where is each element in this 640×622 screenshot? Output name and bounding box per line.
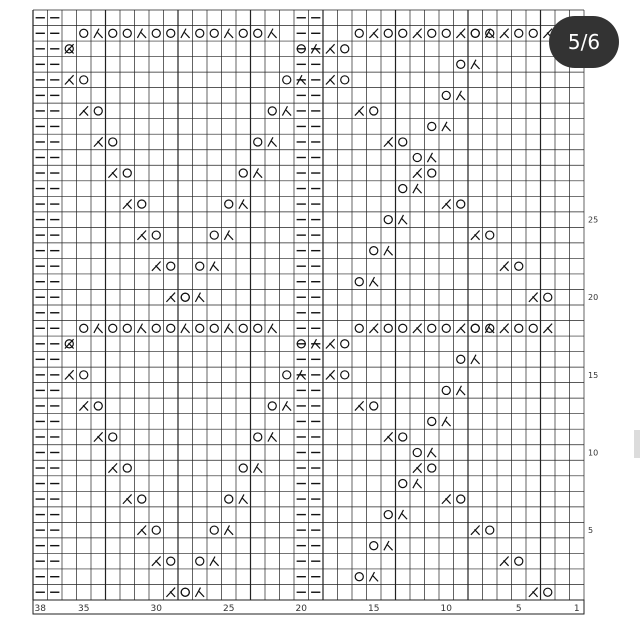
yarn-over-symbol (268, 402, 276, 410)
yarn-over-symbol (167, 557, 175, 565)
bottom-column-number: 35 (78, 604, 90, 614)
ssk-symbol (471, 230, 480, 239)
yarn-over-symbol (457, 355, 465, 363)
yarn-over-symbol (384, 324, 392, 332)
yarn-over-symbol (428, 122, 436, 130)
yarn-over-symbol (283, 371, 291, 379)
yarn-over-symbol (529, 29, 537, 37)
ssk-symbol (326, 370, 335, 379)
yarn-over-symbol (210, 324, 218, 332)
ssk-symbol (369, 324, 378, 333)
right-row-number: 25 (588, 215, 599, 225)
yarn-over-symbol (515, 29, 523, 37)
k2tog-symbol (442, 417, 451, 426)
ssk-symbol (413, 29, 422, 38)
scroll-hint[interactable] (634, 430, 640, 458)
yarn-over-symbol (486, 231, 494, 239)
yarn-over-symbol (486, 526, 494, 534)
k2tog-symbol (195, 588, 204, 597)
yarn-over-symbol (457, 200, 465, 208)
ssk-symbol (326, 44, 335, 53)
ssk-symbol (94, 137, 103, 146)
yarn-over-symbol (109, 29, 117, 37)
bottom-column-number: 1 (573, 604, 580, 614)
k2tog-symbol (253, 168, 262, 177)
yarn-over-symbol (239, 29, 247, 37)
yarn-over-symbol (196, 557, 204, 565)
yarn-over-symbol (515, 262, 523, 270)
yarn-over-symbol (370, 542, 378, 550)
yarn-over-symbol (515, 324, 523, 332)
yarn-over-symbol (80, 76, 88, 84)
yarn-over-symbol (341, 76, 349, 84)
yarn-over-symbol (341, 45, 349, 53)
ssk-symbol (413, 463, 422, 472)
right-row-number: 20 (588, 293, 599, 303)
yarn-over-symbol (355, 324, 363, 332)
yarn-over-symbol (152, 526, 160, 534)
yarn-over-symbol (239, 324, 247, 332)
yarn-over-symbol (167, 29, 175, 37)
yarn-over-symbol (442, 324, 450, 332)
yarn-over-symbol (544, 293, 552, 301)
yarn-over-symbol (109, 433, 117, 441)
k2tog-symbol (224, 324, 233, 333)
yarn-over-symbol (152, 29, 160, 37)
right-row-number: 10 (588, 448, 599, 458)
ssk-symbol (79, 106, 88, 115)
yarn-over-symbol (123, 464, 131, 472)
yarn-over-symbol (239, 169, 247, 177)
yarn-over-symbol (80, 371, 88, 379)
number-strip (33, 600, 584, 614)
yarn-over-symbol (399, 324, 407, 332)
k2tog-symbol (369, 572, 378, 581)
ssk-symbol (79, 401, 88, 410)
k2tog-symbol (268, 137, 277, 146)
yarn-over-symbol (80, 324, 88, 332)
k2tog-symbol (398, 510, 407, 519)
bottom-column-number: 38 (34, 604, 46, 614)
yarn-over-symbol (123, 29, 131, 37)
ssk-symbol (413, 168, 422, 177)
ssk-symbol (94, 432, 103, 441)
yarn-over-symbol (428, 169, 436, 177)
k2tog-symbol (398, 215, 407, 224)
yarn-over-symbol (225, 495, 233, 503)
ssk-symbol (413, 324, 422, 333)
yarn-over-symbol (167, 324, 175, 332)
bottom-column-number: 15 (368, 604, 380, 614)
ssk-symbol (500, 29, 509, 38)
k2tog-symbol (456, 91, 465, 100)
k2tog-symbol (427, 448, 436, 457)
ssk-symbol (529, 293, 538, 302)
ssk-symbol (355, 106, 364, 115)
ssk-symbol (137, 230, 146, 239)
ssk-symbol (123, 494, 132, 503)
yarn-over-symbol (529, 324, 537, 332)
yarn-over-symbol (413, 153, 421, 161)
yarn-over-symbol (399, 138, 407, 146)
ssk-symbol (456, 324, 465, 333)
k2tog-symbol (268, 432, 277, 441)
yarn-over-symbol (254, 29, 262, 37)
ssk-symbol (152, 557, 161, 566)
ssk-symbol (369, 29, 378, 38)
yarn-over-symbol (167, 262, 175, 270)
page-indicator-badge (549, 16, 619, 68)
yarn-over-symbol (239, 464, 247, 472)
yarn-over-symbol (515, 557, 523, 565)
k2tog-symbol (384, 541, 393, 550)
yarn-over-symbol (384, 216, 392, 224)
yarn-over-symbol (341, 340, 349, 348)
k2tog-symbol (239, 199, 248, 208)
yarn-over-symbol (254, 324, 262, 332)
k2tog-symbol (282, 106, 291, 115)
k2tog-symbol (384, 246, 393, 255)
k2tog-symbol (224, 525, 233, 534)
k2tog-symbol (210, 557, 219, 566)
k2tog-symbol (268, 324, 277, 333)
k2tog-symbol (224, 230, 233, 239)
yarn-over-symbol (399, 433, 407, 441)
yarn-over-symbol (152, 231, 160, 239)
ssk-symbol (65, 75, 74, 84)
yarn-over-symbol (152, 324, 160, 332)
k2tog-symbol (268, 29, 277, 38)
yarn-over-symbol (370, 107, 378, 115)
ssk-symbol (137, 525, 146, 534)
yarn-over-symbol (109, 138, 117, 146)
ssk-symbol (384, 137, 393, 146)
ssk-symbol (384, 432, 393, 441)
yarn-over-symbol (399, 479, 407, 487)
ssk-symbol (500, 557, 509, 566)
yarn-over-symbol (428, 29, 436, 37)
yarn-over-symbol (355, 278, 363, 286)
yarn-over-symbol (181, 293, 189, 301)
k2tog-symbol (210, 262, 219, 271)
k2tog-symbol (137, 29, 146, 38)
ssk-symbol (166, 588, 175, 597)
ssk-symbol (543, 324, 552, 333)
yarn-over-symbol (442, 386, 450, 394)
k2tog-symbol (413, 479, 422, 488)
yarn-over-symbol (370, 402, 378, 410)
k2tog-symbol (282, 401, 291, 410)
yarn-over-symbol (225, 200, 233, 208)
yarn-over-symbol (283, 76, 291, 84)
yarn-over-symbol (94, 402, 102, 410)
yarn-over-symbol (384, 511, 392, 519)
yarn-over-symbol (109, 324, 117, 332)
yarn-over-symbol (94, 107, 102, 115)
yarn-over-symbol (123, 324, 131, 332)
yarn-over-symbol (370, 247, 378, 255)
bottom-column-number: 5 (515, 604, 522, 614)
k2tog-symbol (471, 60, 480, 69)
k2tog-symbol (181, 29, 190, 38)
k2tog-symbol (239, 494, 248, 503)
ssk-symbol (166, 293, 175, 302)
ssk-symbol (355, 401, 364, 410)
yarn-over-symbol (138, 200, 146, 208)
yarn-over-symbol (428, 324, 436, 332)
yarn-over-symbol (384, 29, 392, 37)
ssk-symbol (442, 494, 451, 503)
yarn-over-symbol (355, 573, 363, 581)
k2tog-symbol (253, 463, 262, 472)
right-row-number: 15 (588, 370, 599, 380)
yarn-over-symbol (471, 29, 479, 37)
ssk-symbol (108, 463, 117, 472)
k2tog-symbol (181, 324, 190, 333)
ssk-symbol (500, 262, 509, 271)
k2tog-symbol (94, 324, 103, 333)
ssk-symbol (442, 199, 451, 208)
k2tog-symbol (456, 386, 465, 395)
yarn-over-symbol (471, 324, 479, 332)
ssk-symbol (108, 168, 117, 177)
yarn-over-symbol (413, 448, 421, 456)
yarn-over-symbol (181, 588, 189, 596)
k2tog-symbol (427, 153, 436, 162)
ssk-symbol (456, 29, 465, 38)
yarn-over-symbol (254, 433, 262, 441)
ssk-symbol (152, 262, 161, 271)
bottom-column-number: 25 (223, 604, 235, 614)
k2tog-symbol (195, 293, 204, 302)
bottom-column-number: 10 (440, 604, 452, 614)
ssk-symbol (65, 370, 74, 379)
k2tog-symbol (137, 324, 146, 333)
k2tog-symbol (442, 122, 451, 131)
yarn-over-symbol (457, 495, 465, 503)
ssk-symbol (326, 75, 335, 84)
yarn-over-symbol (268, 107, 276, 115)
yarn-over-symbol (457, 60, 465, 68)
yarn-over-symbol (254, 138, 262, 146)
yarn-over-symbol (428, 464, 436, 472)
yarn-over-symbol (138, 495, 146, 503)
ssk-symbol (500, 324, 509, 333)
yarn-over-symbol (341, 371, 349, 379)
right-row-number: 5 (588, 526, 594, 536)
page-indicator-text: 5/6 (567, 30, 601, 54)
yarn-over-symbol (196, 262, 204, 270)
ssk-symbol (326, 339, 335, 348)
k2tog-symbol (224, 29, 233, 38)
ssk-symbol (123, 199, 132, 208)
k2tog-symbol (471, 355, 480, 364)
ssk-symbol (529, 588, 538, 597)
yarn-over-symbol (123, 169, 131, 177)
yarn-over-symbol (399, 29, 407, 37)
k2tog-symbol (413, 184, 422, 193)
k2tog-symbol (369, 277, 378, 286)
yarn-over-symbol (355, 29, 363, 37)
yarn-over-symbol (210, 526, 218, 534)
yarn-over-symbol (210, 29, 218, 37)
yarn-over-symbol (210, 231, 218, 239)
ssk-symbol (471, 525, 480, 534)
yarn-over-symbol (80, 29, 88, 37)
yarn-over-symbol (442, 91, 450, 99)
yarn-over-symbol (399, 184, 407, 192)
yarn-over-symbol (428, 417, 436, 425)
k2tog-symbol (94, 29, 103, 38)
yarn-over-symbol (544, 588, 552, 596)
yarn-over-symbol (442, 29, 450, 37)
bottom-column-number: 30 (150, 604, 162, 614)
yarn-over-symbol (196, 324, 204, 332)
bottom-column-number: 20 (295, 604, 307, 614)
yarn-over-symbol (196, 29, 204, 37)
